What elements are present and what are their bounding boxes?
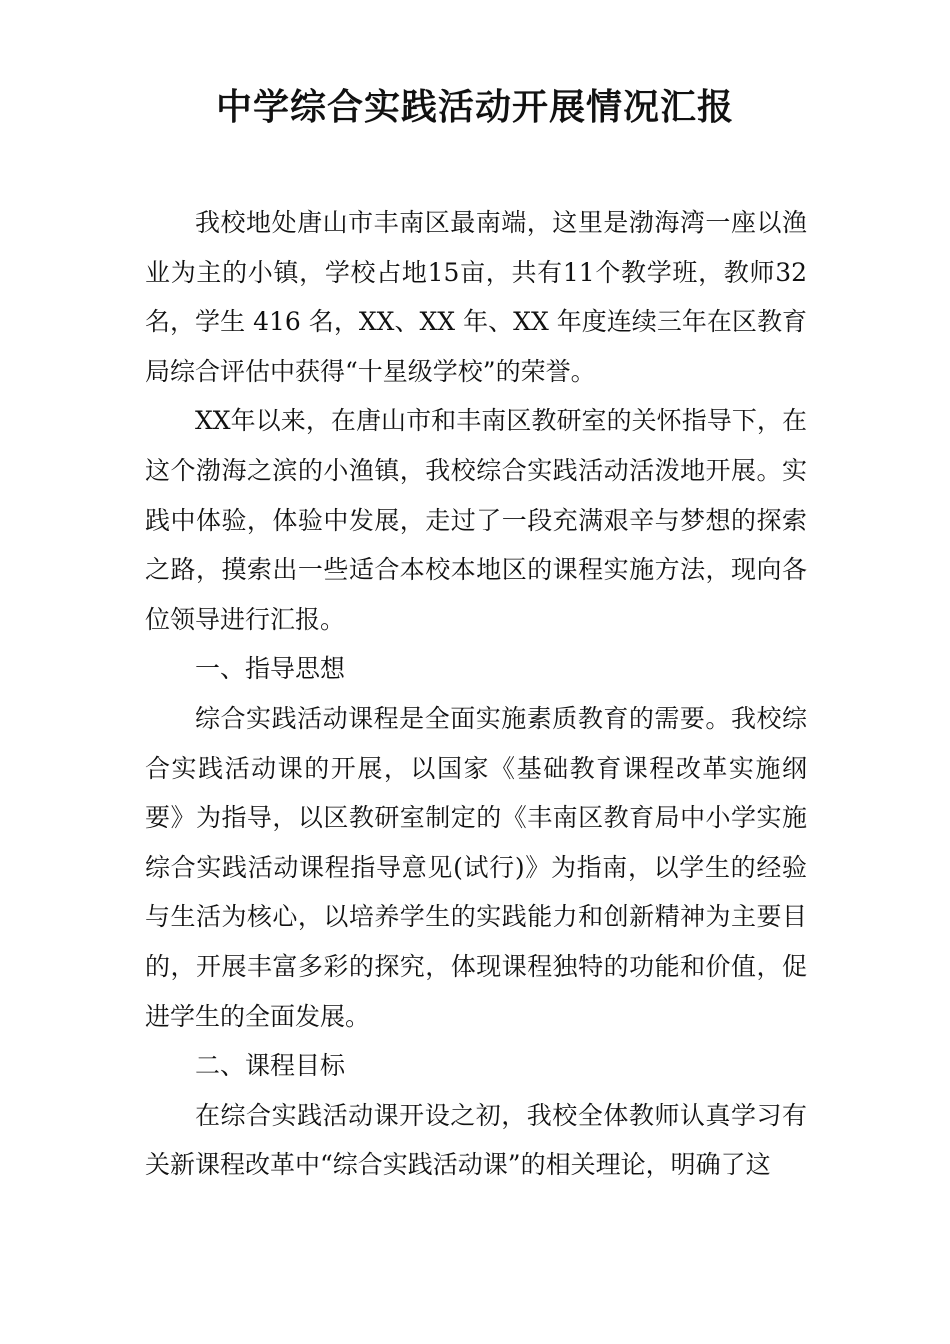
paragraph-course-goals: 在综合实践活动课开设之初，我校全体教师认真学习有关新课程改革中“综合实践活动课”的相关理论，明确了这 <box>145 1100 807 1180</box>
document-body <box>145 198 807 1190</box>
paragraph-guiding-ideology: 综合实践活动课程是全面实施素质教育的需要。我校综合实践活动课的开展，以国家《基础教育课程改革实施纲要》为指导，以区教研室制定的《丰南区教育局中小学实施综合实践活动课程指导意见(试行)》为指南，以学生的经验与生活为核心，以培养学生的实践能力和创新精神为主要目的，开展丰富多彩的探究，体现课程独特的功能和价值，促进学生的全面发展。 <box>145 703 807 1031</box>
paragraph-background: XX年以来，在唐山市和丰南区教研室的关怀指导下，在这个渤海之滨的小渔镇，我校综合实践活动活泼地开展。实践中体验，体验中发展，走过了一段充满艰辛与梦想的探索之路，摸索出一些适合本校本地区的课程实施方法，现向各位领导进行汇报。 <box>145 406 807 634</box>
section-heading-course-goals: 二、课程目标 <box>195 1051 346 1081</box>
paragraph-school-intro: 我校地处唐山市丰南区最南端，这里是渤海湾一座以渔业为主的小镇，学校占地15亩，共有11个教学班，教师32名，学生 416 名，XX、XX 年、XX 年度连续三年在区教育局综合评估中获得“十星级学校”的荣誉。 <box>145 208 807 386</box>
section-heading-guiding-ideology: 一、指导思想 <box>195 654 346 684</box>
document-title: 中学综合实践活动开展情况汇报 <box>215 87 734 128</box>
